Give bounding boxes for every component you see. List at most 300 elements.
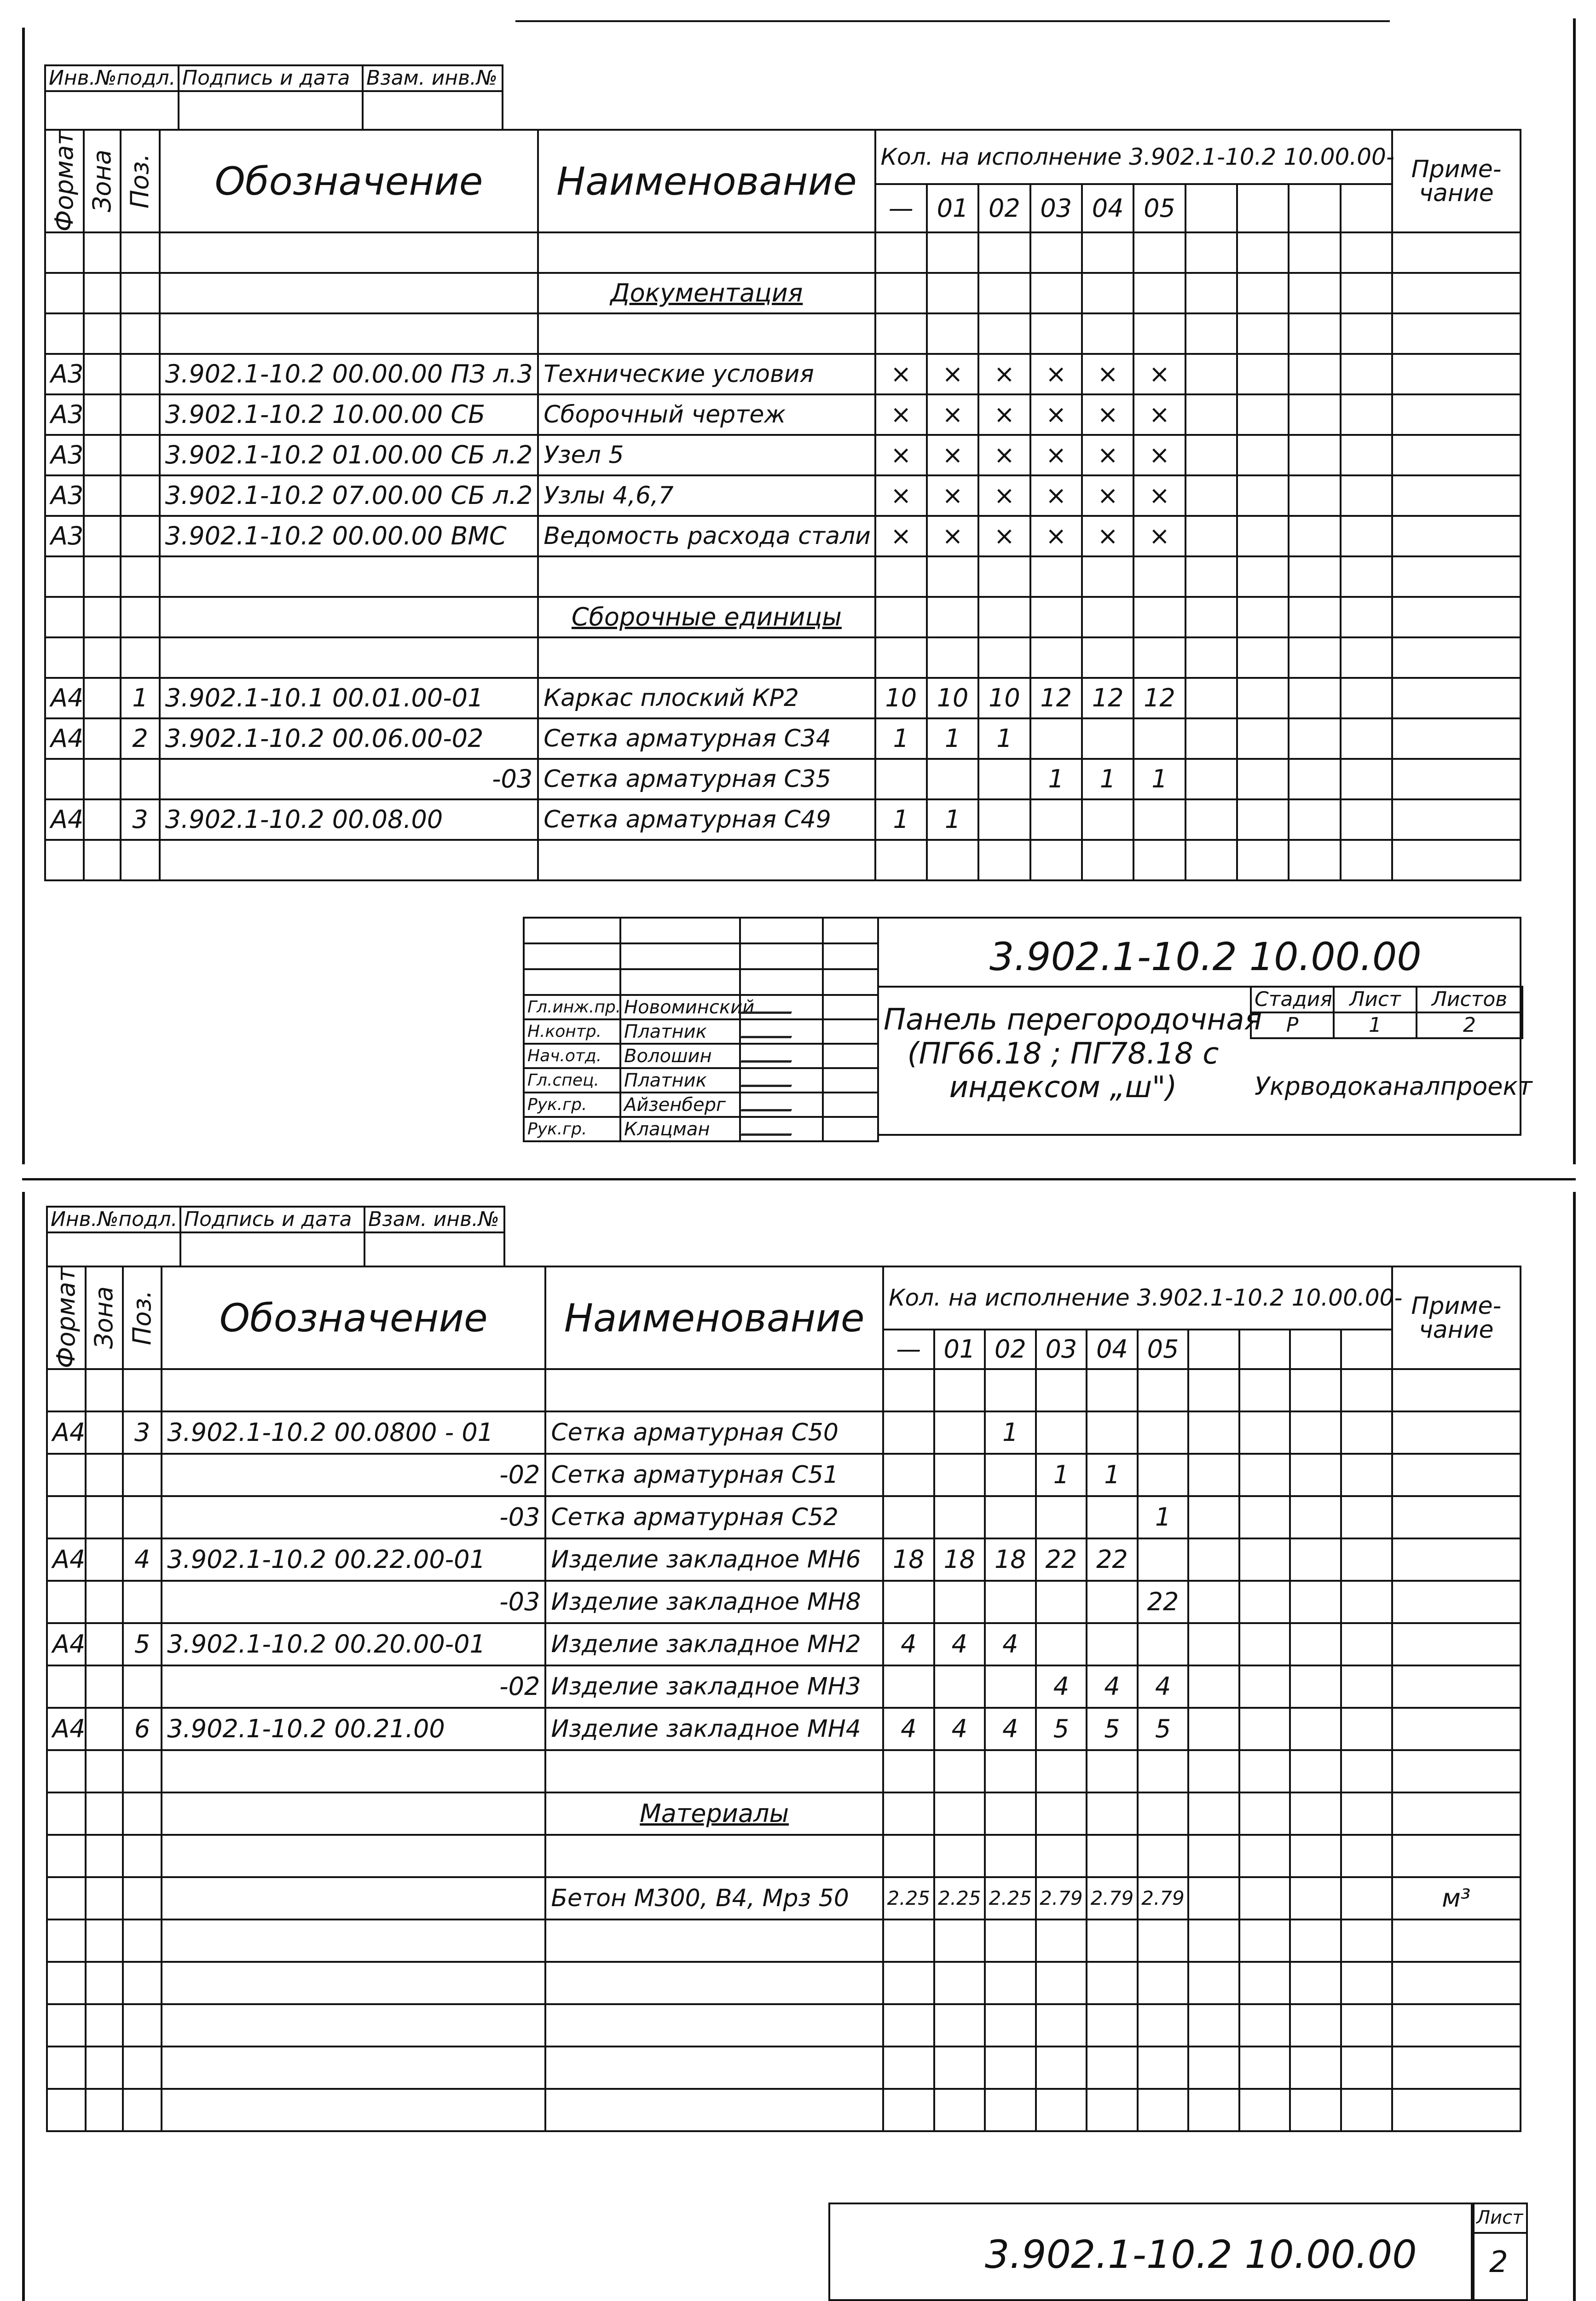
cell-format: А4 [47,1708,86,1750]
cell-qty [1289,354,1340,394]
cell-qty [883,1919,934,1962]
cell-qty [1188,1538,1239,1581]
sheet-label-2: Лист [1476,2207,1523,2228]
cell-qty [1289,678,1340,718]
cell-qty [1290,1750,1341,1792]
cell-note [1392,232,1521,273]
cell-qty: 12 [1133,678,1185,718]
signer-role: Рук.гр. [524,1117,620,1141]
cell-name: Бетон М300, В4, Мрз 50 [545,1877,883,1919]
cell-qty [1188,1919,1239,1962]
section-heading: Материалы [545,1792,883,1835]
cell-qty [934,1750,985,1792]
cell-qty [1290,2047,1341,2089]
cell-qty [883,2089,934,2131]
cell-qty [1239,2047,1290,2089]
cell-note [1392,759,1521,799]
cell-qty [1133,232,1185,273]
cell-format [45,313,84,354]
header-name: Наименование [545,1266,883,1369]
cell-qty [1239,1750,1290,1792]
cell-qty [1138,1623,1189,1665]
cell-qty: × [1030,475,1082,516]
cell-qty [875,232,927,273]
cell-qty [1030,799,1082,840]
header-variant: 01 [934,1330,985,1370]
stamp-replace: Взам. инв.№ [363,65,503,91]
signature-mark [740,1048,798,1063]
cell-format [47,1369,86,1411]
cell-qty: × [1030,394,1082,435]
cell-qty [1341,1750,1392,1792]
cell-qty [1036,1369,1087,1411]
cell-qty [1289,637,1340,678]
cell-qty [1087,1623,1138,1665]
header-variant [1185,184,1237,232]
cell-qty [1237,759,1289,799]
cell-qty: × [1030,354,1082,394]
signer-row [524,1044,878,1068]
cell-designation: -02 [162,1454,545,1496]
cell-name [538,840,875,880]
cell-qty: 1 [1138,1496,1189,1538]
cell-qty [1188,1750,1239,1792]
top-stamp [44,64,503,131]
cell-qty [1185,718,1237,759]
cell-qty [1341,1623,1392,1665]
right-border-line [1573,18,1576,1164]
header-designation: Обозначение [160,130,538,232]
cell-format: А4 [45,799,84,840]
cell-qty: 1 [1082,759,1133,799]
cell-qty [1341,394,1392,435]
cell-qty [1289,840,1340,880]
cell-qty [1030,313,1082,354]
stage-label: Стадия [1251,987,1334,1012]
table-row [47,1369,1521,1411]
cell-qty [1239,1538,1290,1581]
cell-pos [121,759,159,799]
cell-note [1392,1962,1521,2004]
cell-note [1392,1538,1521,1581]
cell-qty [1036,1623,1087,1665]
cell-qty [1341,718,1392,759]
cell-qty: 1 [1087,1454,1138,1496]
cell-qty [1290,1877,1341,1919]
cell-qty: × [1082,435,1133,475]
cell-designation: -03 [160,759,538,799]
cell-qty [1188,1623,1239,1665]
document-code: 3.902.1-10.2 10.00.00 [989,934,1422,979]
cell-qty: 5 [1138,1708,1189,1750]
cell-qty [1036,2004,1087,2047]
cell-qty [1239,1454,1290,1496]
cell-qty [1188,1877,1239,1919]
cell-zone [84,840,121,880]
cell-qty [875,840,927,880]
cell-qty [1239,1623,1290,1665]
section-heading: Документация [538,273,875,313]
cell-note [1392,313,1521,354]
header-variant [1290,1330,1341,1370]
cell-designation: 3.902.1-10.2 00.06.00-02 [160,718,538,759]
cell-qty [1138,1835,1189,1877]
cell-qty [1341,1581,1392,1623]
cell-qty [1188,1369,1239,1411]
cell-zone [86,1877,122,1919]
cell-qty: × [1133,516,1185,556]
spec-table-1 [44,129,1521,881]
cell-qty: 5 [1036,1708,1087,1750]
cell-format [47,1581,86,1623]
table-row [45,354,1521,394]
cell-qty [1290,2004,1341,2047]
cell-qty [1341,516,1392,556]
cell-qty [1237,435,1289,475]
cell-designation [162,1877,545,1919]
signature-mark [740,1073,798,1087]
cell-qty [1289,435,1340,475]
cell-qty: 4 [934,1623,985,1665]
cell-name: Изделие закладное МН2 [545,1623,883,1665]
cell-qty [1341,1538,1392,1581]
cell-qty [978,799,1030,840]
signature-mark [740,1000,798,1014]
cell-format: А3 [45,435,84,475]
cell-zone [86,1962,122,2004]
cell-qty: 22 [1138,1581,1189,1623]
cell-qty: 1 [927,799,978,840]
cell-zone [84,556,121,597]
cell-qty [1341,435,1392,475]
cell-zone [86,1496,122,1538]
cell-designation: -03 [162,1581,545,1623]
cell-qty [1237,354,1289,394]
spec-sheet-2 [0,1178,1596,2301]
cell-zone [84,435,121,475]
cell-name [545,2089,883,2131]
cell-designation [162,2047,545,2089]
cell-qty: × [978,475,1030,516]
cell-qty [1036,1581,1087,1623]
cell-qty [1237,516,1289,556]
cell-format: А3 [45,394,84,435]
cell-designation: 3.902.1-10.2 10.00.00 СБ [160,394,538,435]
cell-note [1392,718,1521,759]
cell-name [545,1750,883,1792]
cell-qty [1133,718,1185,759]
cell-qty [1082,556,1133,597]
stamp-inv: Инв.№подл. [45,65,179,91]
cell-zone [84,394,121,435]
table-row [45,678,1521,718]
cell-name: Сетка арматурная С51 [545,1454,883,1496]
sheets-label: Листов [1417,987,1522,1012]
cell-qty [934,2047,985,2089]
cell-pos [121,354,159,394]
cell-qty [1290,1369,1341,1411]
cell-format [47,2089,86,2131]
cell-name [545,2047,883,2089]
table-row [47,1538,1521,1581]
cell-qty [1341,2089,1392,2131]
cell-qty [1239,1411,1290,1454]
stamp-sign: Подпись и дата [179,65,363,91]
cell-qty [1341,313,1392,354]
cell-format: А4 [47,1538,86,1581]
cell-qty [978,556,1030,597]
cell-qty [1087,1581,1138,1623]
cell-qty [883,1835,934,1877]
cell-qty: 1 [985,1411,1036,1454]
cell-qty [1341,799,1392,840]
cell-qty: 4 [1087,1665,1138,1708]
cell-qty [1290,1665,1341,1708]
cell-qty [1030,840,1082,880]
cell-qty: 1 [978,718,1030,759]
table-row [47,1919,1521,1962]
cell-qty: × [978,516,1030,556]
cell-pos [123,1835,162,1877]
signer-name: Новоминский [620,995,740,1019]
cell-qty [934,1665,985,1708]
cell-designation: 3.902.1-10.2 00.20.00-01 [162,1623,545,1665]
cell-qty: 4 [985,1708,1036,1750]
cell-designation [162,1919,545,1962]
cell-qty [934,1454,985,1496]
cell-qty [1082,232,1133,273]
cell-qty [1239,1665,1290,1708]
cell-qty [1087,1835,1138,1877]
sheet-divider-line [22,1178,1576,1180]
header-variant [1341,1330,1392,1370]
cell-pos [121,516,159,556]
cell-zone [86,1750,122,1792]
cell-pos: 6 [123,1708,162,1750]
cell-qty [1138,1750,1189,1792]
cell-qty [1185,556,1237,597]
header-format: Формат [45,130,84,232]
cell-qty [1087,2089,1138,2131]
table-row [45,597,1521,637]
table-row [47,1665,1521,1708]
cell-pos [121,435,159,475]
table-row [47,1835,1521,1877]
cell-qty: × [875,475,927,516]
document-code-2: 3.902.1-10.2 10.00.00 [985,2232,1417,2277]
header-qty: Кол. на исполнение 3.902.1-10.2 10.00.00- [883,1266,1392,1330]
cell-zone [84,718,121,759]
cell-note [1392,1623,1521,1665]
cell-qty [1133,799,1185,840]
cell-format: А4 [45,718,84,759]
cell-qty [1289,475,1340,516]
cell-qty: 2.79 [1036,1877,1087,1919]
cell-designation: 3.902.1-10.2 00.08.00 [160,799,538,840]
title-line-2: (ПГ66.18 ; ПГ78.18 с [907,1036,1219,1071]
cell-name: Ведомость расхода стали [538,516,875,556]
cell-note [1392,1708,1521,1750]
cell-qty [1289,718,1340,759]
cell-qty [1036,1962,1087,2004]
cell-name: Сборочный чертеж [538,394,875,435]
cell-qty [927,232,978,273]
cell-qty [1239,1962,1290,2004]
cell-qty [1185,394,1237,435]
signature-cell [740,1068,823,1093]
cell-qty [1341,1665,1392,1708]
cell-qty: × [927,475,978,516]
stamp-inv-2: Инв.№подл. [47,1207,180,1232]
cell-qty [1185,678,1237,718]
cell-qty [1341,637,1392,678]
cell-note [1392,1919,1521,1962]
cell-qty: × [875,435,927,475]
cell-qty [1341,556,1392,597]
cell-qty [1341,759,1392,799]
cell-format [45,232,84,273]
cell-qty [1087,2004,1138,2047]
cell-qty [1239,1708,1290,1750]
cell-qty [1237,475,1289,516]
cell-format [45,759,84,799]
title-line-1: Панель перегородочная [884,1003,1262,1037]
table-row [47,1708,1521,1750]
cell-qty: 1 [927,718,978,759]
signer-name: Клацман [620,1117,740,1141]
cell-qty [1341,232,1392,273]
cell-zone [86,1919,122,1962]
cell-qty [1138,1919,1189,1962]
cell-note [1392,799,1521,840]
cell-qty [1239,1877,1290,1919]
cell-qty: 18 [985,1538,1036,1581]
cell-qty [1036,1750,1087,1792]
cell-qty [978,313,1030,354]
cell-qty [1290,1962,1341,2004]
cell-qty [1133,840,1185,880]
cell-qty [1087,1496,1138,1538]
cell-pos [123,2047,162,2089]
cell-zone [84,678,121,718]
header-note: Приме-чание [1392,130,1521,232]
cell-qty [1036,2089,1087,2131]
cell-qty [1239,1496,1290,1538]
cell-qty [927,313,978,354]
cell-format [47,1835,86,1877]
cell-note [1392,2089,1521,2131]
table-row [47,1792,1521,1835]
cell-format: А3 [45,354,84,394]
table-row [47,1454,1521,1496]
cell-zone [84,516,121,556]
cell-format [47,2047,86,2089]
cell-qty [1188,1454,1239,1496]
cell-qty [1290,1538,1341,1581]
cell-qty: × [1030,435,1082,475]
table-row [47,1496,1521,1538]
cell-qty [1138,1454,1189,1496]
cell-qty [1082,718,1133,759]
cell-qty [985,1665,1036,1708]
cell-qty: 1 [875,718,927,759]
cell-qty [985,2047,1036,2089]
cell-designation [162,2004,545,2047]
cell-name [545,2004,883,2047]
header-qty: Кол. на исполнение 3.902.1-10.2 10.00.00- [875,130,1393,184]
cell-qty [883,1581,934,1623]
cell-note [1392,1835,1521,1877]
cell-qty [1188,1411,1239,1454]
cell-qty [1138,1369,1189,1411]
cell-note [1392,678,1521,718]
cell-qty [1082,799,1133,840]
cell-qty [883,1665,934,1708]
cell-note [1392,475,1521,516]
cell-zone [84,637,121,678]
cell-pos [121,556,159,597]
cell-note [1392,840,1521,880]
cell-designation [160,313,538,354]
cell-pos [123,1581,162,1623]
cell-format [47,1454,86,1496]
header-zone: Зона [86,1266,122,1369]
cell-qty [1087,1369,1138,1411]
cell-qty [1188,1581,1239,1623]
signer-row [524,1019,878,1044]
table-row [45,759,1521,799]
cell-qty: × [978,354,1030,394]
cell-designation: 3.902.1-10.2 00.22.00-01 [162,1538,545,1581]
cell-qty [1188,1708,1239,1750]
cell-zone [86,1411,122,1454]
header-zone: Зона [84,130,121,232]
cell-format: А4 [47,1411,86,1454]
cell-qty [1239,2089,1290,2131]
cell-qty [1185,840,1237,880]
cell-format [47,1496,86,1538]
cell-format: А4 [45,678,84,718]
cell-qty [985,1962,1036,2004]
cell-qty: × [1133,354,1185,394]
cell-note [1392,354,1521,394]
cell-qty: × [875,516,927,556]
signature-mark [740,1097,798,1111]
right-border-line-2 [1573,1192,1576,2301]
header-variant: 04 [1087,1330,1138,1370]
cell-designation: 3.902.1-10.2 01.00.00 СБ л.2 [160,435,538,475]
cell-qty: × [875,354,927,394]
cell-designation [160,232,538,273]
cell-qty [985,1919,1036,1962]
spec-table-2 [46,1266,1521,2132]
cell-pos [121,840,159,880]
sheets-value: 2 [1417,1012,1522,1038]
cell-name: Сетка арматурная С49 [538,799,875,840]
cell-name [538,232,875,273]
cell-qty [1185,232,1237,273]
cell-pos [123,1962,162,2004]
cell-qty [1188,2047,1239,2089]
cell-qty [927,637,978,678]
signature-mark [740,1122,798,1136]
cell-qty [1036,1919,1087,1962]
cell-designation: 3.902.1-10.2 00.00.00 ПЗ л.3 [160,354,538,394]
cell-qty: 4 [985,1623,1036,1665]
cell-format [47,1665,86,1708]
cell-zone [84,354,121,394]
cell-qty [1138,2004,1189,2047]
